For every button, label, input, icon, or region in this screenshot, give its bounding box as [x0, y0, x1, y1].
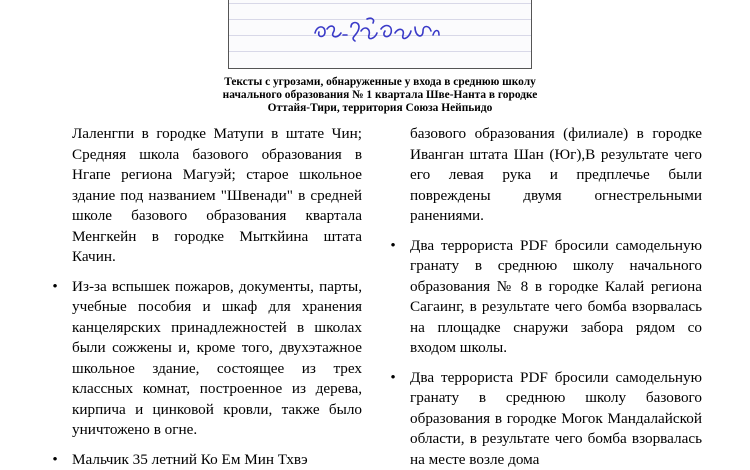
continued-paragraph: Лаленгпи в городке Матупи в штате Чин; Средняя школа базового образования в Нгапе региона Магуэй; старое школьное здание под названием "Швенади" в средней школе базового образования квартала Менгкейн в городке Мыткйина штата Качин.: [50, 124, 362, 268]
bullet-item: [388, 236, 702, 359]
bullet-item: [50, 277, 362, 441]
bullet-icon: •: [50, 277, 60, 298]
left-column: [50, 124, 362, 464]
bullet-item: [50, 450, 362, 464]
bullet-item: [388, 368, 702, 470]
right-column: [388, 124, 702, 470]
bullet-text: Два террориста PDF бросили самодельную гранату в среднюю школу базового образования в городке Могок Мандалайской области, в результате чего бомба взорвалась на месте возле дома: [410, 368, 702, 470]
caption-line: начального образования № 1 квартала Шве-Нанта в городке: [150, 89, 610, 102]
figure-caption: [150, 76, 610, 115]
continued-paragraph: базового образования (филиале) в городке Иванган штата Шан (Юг),В результате чего его левая рука и предплечье были повреждены двумя огнестрельными ранениями.: [388, 124, 702, 227]
handwritten-script-image: [311, 15, 443, 45]
bullet-text: Из-за вспышек пожаров, документы, парты, учебные пособия и шкаф для хранения канцелярских принадлежностей в школах были сожжены и, кроме того, двухэтажное школьное здание, состоящее из трех классных комнат, построенное из дерева, кирпича и цинковой кровли, также было уничтожено в огне.: [72, 277, 362, 441]
bullet-text: Два террориста PDF бросили самодельную гранату в среднюю школу начального образования № 8 в городке Калай региона Сагаинг, в результате чего бомба взорвалась на площадке снаружи забора рядом со входом школы.: [410, 236, 702, 359]
bullet-icon: •: [388, 236, 398, 257]
threat-note-photo: [228, 0, 532, 69]
bullet-text: Мальчик 35 летний Ко Ем Мин Тхвэ: [72, 450, 362, 464]
caption-line: Тексты с угрозами, обнаруженные у входа в среднюю школу: [150, 76, 610, 89]
caption-line: Оттайя-Тири, территория Союза Нейпьидо: [150, 102, 610, 115]
bullet-icon: •: [50, 450, 60, 470]
bullet-icon: •: [388, 368, 398, 389]
